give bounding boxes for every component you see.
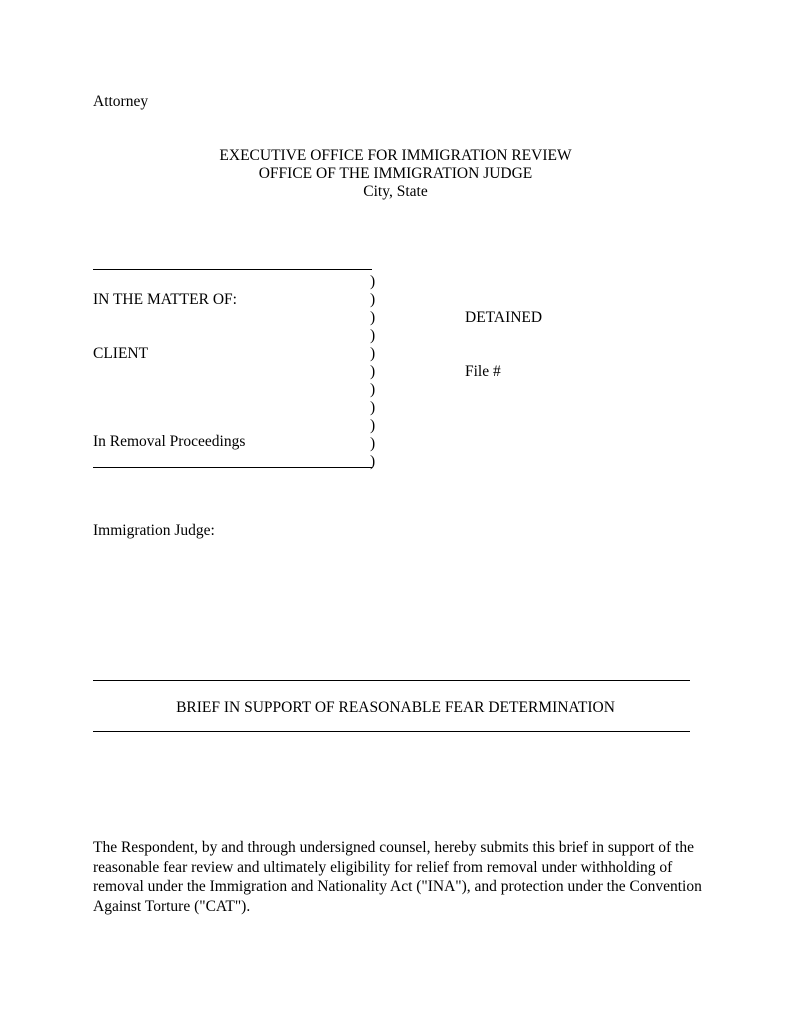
court-office: OFFICE OF THE IMMIGRATION JUDGE	[258, 165, 533, 182]
caption-paren: )	[370, 309, 376, 326]
title-top-rule	[93, 680, 690, 681]
caption-paren: )	[370, 291, 376, 308]
caption-top-rule	[93, 269, 372, 270]
caption-paren: )	[370, 381, 376, 398]
file-number-label: File #	[465, 363, 501, 380]
attorney-label: Attorney	[93, 93, 149, 110]
caption-paren: )	[370, 399, 376, 416]
caption-paren: )	[370, 273, 376, 290]
brief-title: BRIEF IN SUPPORT OF REASONABLE FEAR DETERMINATION	[176, 699, 615, 716]
immigration-judge-label: Immigration Judge:	[93, 522, 215, 539]
client-name: CLIENT	[93, 345, 149, 362]
caption-bottom-rule	[93, 467, 372, 468]
court-location: City, State	[363, 183, 428, 200]
title-bottom-rule	[93, 731, 690, 732]
caption-paren: )	[370, 453, 376, 470]
court-name: EXECUTIVE OFFICE FOR IMMIGRATION REVIEW	[219, 147, 572, 164]
caption-paren: )	[370, 417, 376, 434]
caption-paren: )	[370, 435, 376, 452]
body-paragraph: The Respondent, by and through undersigned counsel, hereby submits this brief in support of the reasonable fear review and ultimately eligibility for relief from removal under withholding of removal under the Immigration and Nationality Act ("INA"), and protection under the Convention Against Torture ("CAT").	[93, 839, 702, 915]
in-the-matter-of-label: IN THE MATTER OF:	[93, 291, 237, 308]
caption-paren: )	[370, 327, 376, 344]
removal-proceedings-label: In Removal Proceedings	[93, 433, 246, 450]
detained-status: DETAINED	[465, 309, 543, 326]
caption-paren: )	[370, 363, 376, 380]
caption-paren: )	[370, 345, 376, 362]
